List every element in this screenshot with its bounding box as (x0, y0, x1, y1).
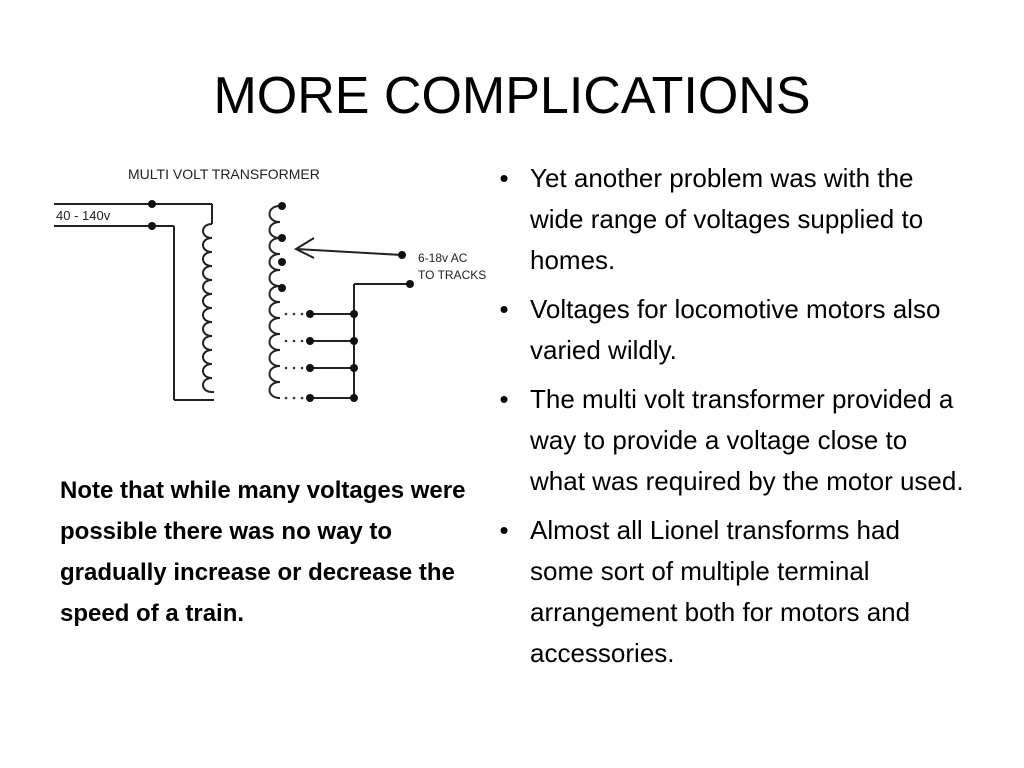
terminal-dot-icon (306, 394, 314, 402)
bullet-text: Yet another problem was with the wide range of voltages supplied to homes. (530, 163, 924, 275)
primary-coil-icon (203, 224, 214, 392)
bullet-text: Voltages for locomotive motors also varied wildly. (530, 294, 941, 365)
transformer-diagram (52, 158, 502, 414)
bullet-item (494, 510, 964, 674)
terminal-dot-icon (398, 251, 406, 259)
terminal-dot-icon (306, 364, 314, 372)
bullet-list (494, 158, 964, 682)
bullet-item (494, 289, 964, 371)
bullet-icon: • (499, 294, 509, 324)
note-text: Note that while many voltages were possible there was no way to gradually increase or decrease the speed of a train. (60, 477, 466, 627)
output-voltage-label: 6-18v AC (418, 251, 468, 265)
terminal-dot-icon (350, 310, 358, 318)
terminal-dot-icon (306, 337, 314, 345)
terminal-dots (148, 200, 414, 402)
bullet-item (494, 379, 964, 502)
terminal-dot-icon (148, 200, 156, 208)
terminal-dot-icon (278, 234, 286, 242)
terminal-dot-icon (350, 394, 358, 402)
terminal-dot-icon (278, 284, 286, 292)
transformer-schematic (52, 158, 502, 414)
terminal-dot-icon (406, 280, 414, 288)
slide-title: MORE COMPLICATIONS (213, 67, 811, 125)
terminal-dot-icon (278, 258, 286, 266)
diagram-heading: MULTI VOLT TRANSFORMER (128, 166, 320, 182)
bullet-icon: • (499, 515, 509, 545)
terminal-dot-icon (278, 202, 286, 210)
terminal-dot-icon (350, 364, 358, 372)
bullet-icon: • (499, 384, 509, 414)
bullet-icon: • (499, 163, 509, 193)
terminal-dot-icon (148, 222, 156, 230)
input-voltage-label: 40 - 140v (56, 208, 111, 223)
bullet-text: The multi volt transformer provided a way to provide a voltage close to what was required by the motor used. (530, 384, 964, 496)
bullet-text: Almost all Lionel transforms had some sort of multiple terminal arrangement both for motors and accessories. (530, 515, 911, 668)
terminal-dot-icon (350, 337, 358, 345)
secondary-coil-icon (270, 206, 281, 398)
bullet-item (494, 158, 964, 281)
leader-dots (285, 313, 304, 400)
terminal-dot-icon (306, 310, 314, 318)
output-destination-label: TO TRACKS (418, 268, 487, 282)
